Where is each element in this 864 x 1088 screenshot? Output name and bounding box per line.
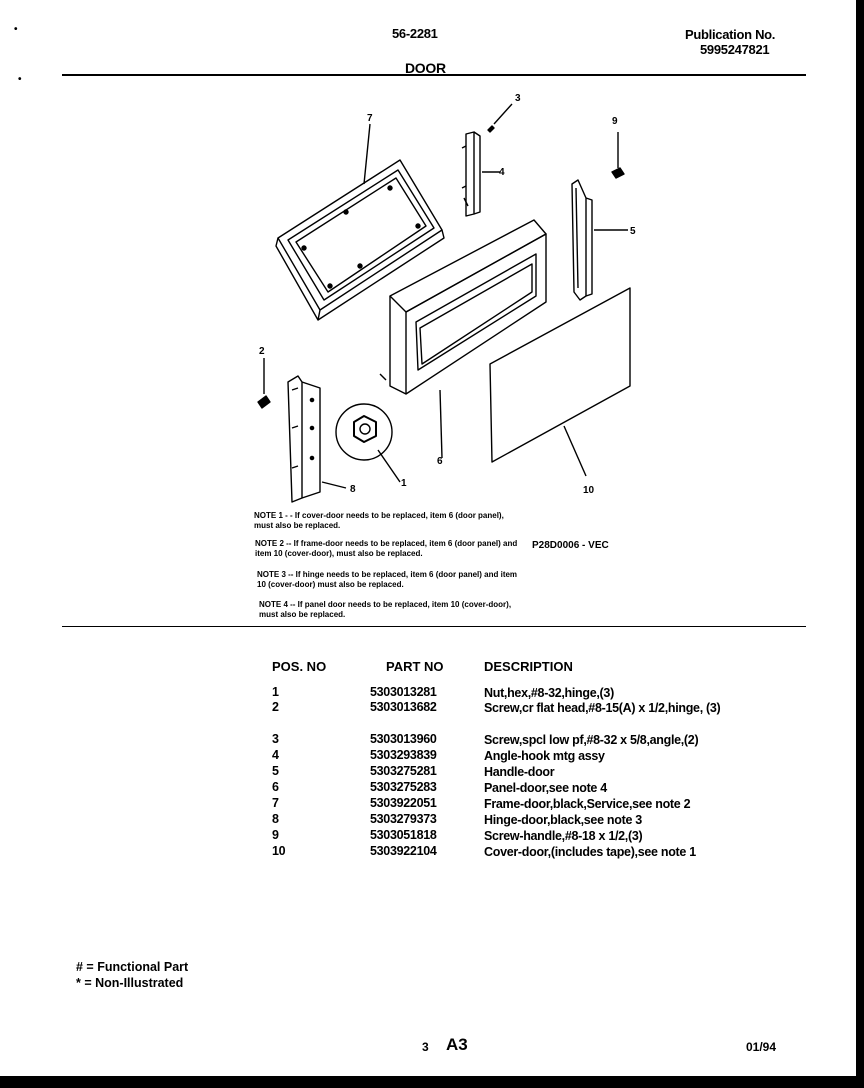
hinge-screw-part-2 (258, 358, 270, 408)
description-cell: Nut,hex,#8-32,hinge,(3) (484, 686, 614, 700)
scan-speck: • (14, 24, 18, 35)
panel-door-part-6 (380, 220, 546, 458)
table-row (0, 796, 856, 812)
pos-cell: 5 (272, 764, 279, 778)
table-row (0, 748, 856, 764)
table-row (0, 700, 856, 716)
callout-6: 6 (437, 456, 443, 467)
pos-cell: 1 (272, 685, 279, 699)
description-cell: Handle-door (484, 765, 555, 779)
door-exploded-diagram (240, 88, 660, 508)
callout-3: 3 (515, 93, 521, 104)
col-header-description: DESCRIPTION (484, 659, 573, 674)
pos-cell: 6 (272, 780, 279, 794)
sheet-id: A3 (446, 1035, 468, 1054)
page-number: 3 (422, 1040, 429, 1054)
description-cell: Screw,cr flat head,#8-15(A) x 1/2,hinge, (3) (484, 701, 721, 715)
table-row (0, 812, 856, 828)
note-1: NOTE 1 - - If cover-door needs to be replaced, item 6 (door panel), must also be replaced. (254, 511, 504, 530)
description-cell: Frame-door,black,Service,see note 2 (484, 797, 691, 811)
publication-label: Publication No. (685, 27, 776, 42)
frame-door-part-7 (276, 124, 444, 320)
callout-7: 7 (367, 113, 373, 124)
callout-10: 10 (583, 485, 595, 496)
table-row (0, 685, 856, 701)
publication-number: 5995247821 (700, 42, 770, 57)
part-number-cell: 5303013682 (370, 700, 437, 714)
part-number-cell: 5303275283 (370, 780, 437, 794)
section-rule (62, 626, 806, 627)
note-2: NOTE 2 -- If frame-door needs to be replaced, item 6 (door panel) and item 10 (cover-door), must also be replaced. (255, 539, 518, 558)
pos-cell: 7 (272, 796, 279, 810)
callout-5: 5 (630, 226, 636, 237)
part-number-cell: 5303051818 (370, 828, 437, 842)
pos-cell: 2 (272, 700, 279, 714)
model-number: 56-2281 (392, 26, 438, 41)
part-number-cell: 5303013281 (370, 685, 437, 699)
description-cell: Angle-hook mtg assy (484, 749, 605, 763)
table-row (0, 828, 856, 844)
table-row (0, 844, 856, 860)
part-number-cell: 5303922104 (370, 844, 437, 858)
part-number-cell: 5303275281 (370, 764, 437, 778)
part-number-cell: 5303922051 (370, 796, 437, 810)
col-header-part: PART NO (386, 659, 444, 674)
legend-functional: # = Functional Part (76, 960, 189, 974)
handle-door-part-5 (572, 180, 628, 300)
col-header-pos: POS. NO (272, 659, 327, 674)
pos-cell: 8 (272, 812, 279, 826)
handle-screw-part-9 (612, 132, 624, 178)
description-cell: Panel-door,see note 4 (484, 781, 607, 795)
callout-2: 2 (259, 346, 265, 357)
description-cell: Screw,spcl low pf,#8-32 x 5/8,angle,(2) (484, 733, 699, 747)
hex-nut-part-1 (336, 404, 400, 482)
callout-9: 9 (612, 116, 618, 127)
part-number-cell: 5303279373 (370, 812, 437, 826)
callout-8: 8 (350, 484, 356, 495)
scan-speck: • (18, 74, 22, 85)
callout-1: 1 (401, 478, 407, 489)
table-row (0, 780, 856, 796)
legend-non-illustrated: * = Non-Illustrated (76, 976, 184, 990)
revision-date: 01/94 (746, 1040, 777, 1054)
callout-4: 4 (499, 167, 505, 178)
pos-cell: 10 (272, 844, 286, 858)
description-cell: Cover-door,(includes tape),see note 1 (484, 845, 696, 859)
pos-cell: 9 (272, 828, 279, 842)
pos-cell: 3 (272, 732, 279, 746)
angle-hook-part-4 (462, 104, 512, 216)
header-rule (62, 74, 806, 76)
note-3: NOTE 3 -- If hinge needs to be replaced, item 6 (door panel) and item 10 (cover-door) must also be replaced. (257, 570, 518, 589)
part-number-cell: 5303293839 (370, 748, 437, 762)
diagram-code: P28D0006 - VEC (532, 540, 609, 551)
part-number-cell: 5303013960 (370, 732, 437, 746)
cover-door-part-10 (490, 288, 630, 476)
pos-cell: 4 (272, 748, 279, 762)
description-cell: Hinge-door,black,see note 3 (484, 813, 642, 827)
note-4: NOTE 4 -- If panel door needs to be replaced, item 10 (cover-door), must also be replaced. (259, 600, 512, 619)
table-row (0, 732, 856, 748)
description-cell: Screw-handle,#8-18 x 1/2,(3) (484, 829, 643, 843)
section-title: DOOR (405, 60, 446, 76)
table-row (0, 764, 856, 780)
